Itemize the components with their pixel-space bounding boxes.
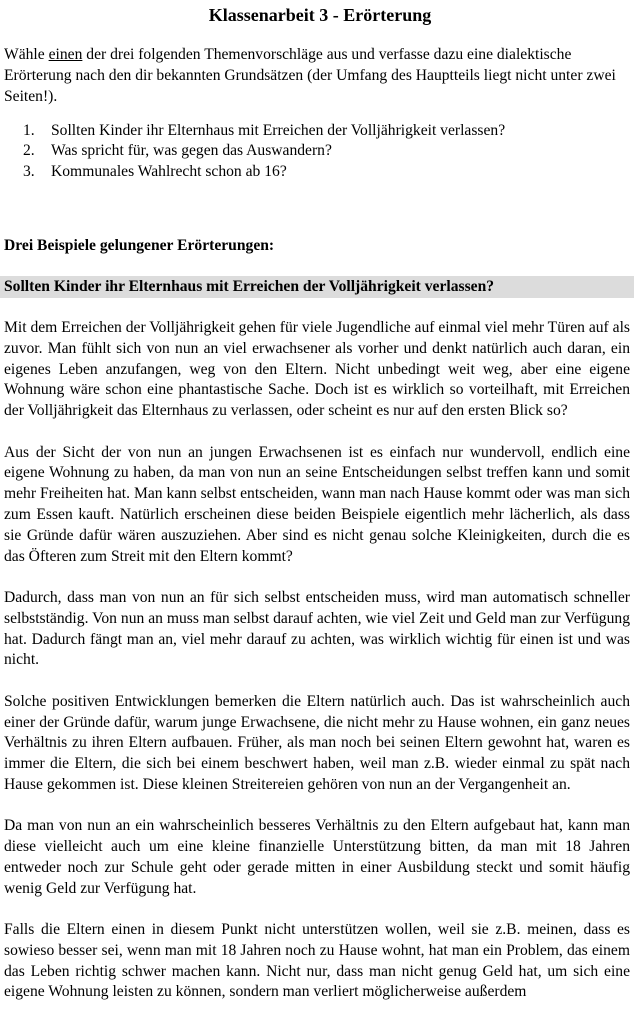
intro-underlined-word: einen [48, 46, 83, 63]
topic-item [23, 162, 505, 182]
examples-heading: Drei Beispiele gelungener Erörterungen: [4, 237, 275, 254]
topic-item [23, 121, 505, 141]
intro-text-before: Wähle [4, 46, 49, 63]
topic-item [23, 141, 505, 161]
essay-paragraph: Solche positiven Entwicklungen bemerken die Eltern natürlich auch. Das ist wahrscheinlich auch einer der Gründe dafür, warum junge Erwachsene, die nicht mehr zu Hause wohnen, ein ganz neues Verhältnis zu ihren Eltern aufbauen. Früher, als man noch bei seinen Eltern gewohnt hat, waren es immer die Eltern, die sich bei einem beschwert haben, weil man z.B. wieder einmal zu spät nach Hause gekommen ist. Diese kleinen Streitereien gehören von nun an der Vergangenheit an. [4, 692, 630, 793]
essay-paragraph: Dadurch, dass man von nun an für sich selbst entscheiden muss, wird man automatisch schneller selbstständig. Von nun an muss man selbst darauf achten, wie viel Zeit und Geld man zur Verfügung hat. Dadurch fängt man an, viel mehr darauf zu achten, was wirklich wichtig für einen ist und was nicht. [4, 588, 630, 669]
topic-number: 3. [23, 162, 35, 180]
topic-text: Sollten Kinder ihr Elternhaus mit Erreichen der Volljährigkeit verlassen? [51, 122, 506, 139]
topic-number: 2. [23, 142, 35, 160]
essay-paragraph: Mit dem Erreichen der Volljährigkeit gehen für viele Jugendliche auf einmal viel mehr Türen auf als zuvor. Man fühlt sich von nun an viel erwachsener als vorher und denkt natürlich auch daran, ein eigenes Leben anzufangen, weg von den Eltern. Nicht unbedingt weit weg, aber eine eigene Wohnung wäre schon eine phantastische Sache. Doch ist es wirklich so vorteilhaft, mit Erreichen der Volljährigkeit das Elternhaus zu verlassen, oder scheint es nur auf den ersten Blick so? [4, 319, 630, 420]
topic-text: Kommunales Wahlrecht schon ab 16? [51, 162, 287, 180]
intro-paragraph [4, 45, 634, 107]
essay-paragraph: Falls die Eltern einen in diesem Punkt nicht unterstützen wollen, weil sie z.B. meinen, dass es sowieso besser sei, wenn man mit 18 Jahren noch zu Hause wohnt, hat man ein Problem, das einem das Leben richtig schwer machen kann. Nicht nur, dass man nicht genug Geld hat, um sich eine eigene Wohnung leisten zu können, sondern man verliert möglicherweise außerdem [4, 921, 630, 1001]
essay-paragraph: Da man von nun an ein wahrscheinlich besseres Verhältnis zu den Eltern aufgebaut hat, kann man diese vielleicht auch um eine kleine finanzielle Unterstützung bitten, da man mit 18 Jahren entweder noch zur Schule geht oder gerade mitten in einer Ausbildung steckt und somit häufig wenig Geld zur Verfügung hat. [4, 817, 630, 897]
topic-list [23, 121, 505, 182]
topic-text: Was spricht für, was gegen das Auswandern? [51, 142, 332, 160]
essay-heading: Sollten Kinder ihr Elternhaus mit Erreichen der Volljährigkeit verlassen? [0, 276, 634, 298]
topic-number: 1. [23, 122, 35, 139]
essay-paragraph: Aus der Sicht der von nun an jungen Erwachsenen ist es einfach nur wundervoll, endlich eine eigene Wohnung zu haben, da man von nun an seine Entscheidungen selbst treffen kann und somit mehr Freiheiten hat. Man kann selbst entscheiden, wann man nach Hause kommt oder was man sich zum Essen kauft. Natürlich erscheinen diese beiden Beispiele eigentlich mehr lächerlich, als dass sie Gründe dafür wären auszuziehen. Aber sind es nicht genau solche Kleinigkeiten, durch die es das Öfteren zum Streit mit den Eltern kommt? [4, 443, 630, 565]
intro-text-after: der drei folgenden Themenvorschläge aus und verfasse dazu eine dialektische Erörterung nach den dir bekannten Grundsätzen (der Umfang des Hauptteils liegt nicht unter zwei Seiten!). [4, 46, 616, 105]
page-title: Klassenarbeit 3 - Erörterung [208, 5, 432, 25]
essay-body [4, 318, 630, 1024]
